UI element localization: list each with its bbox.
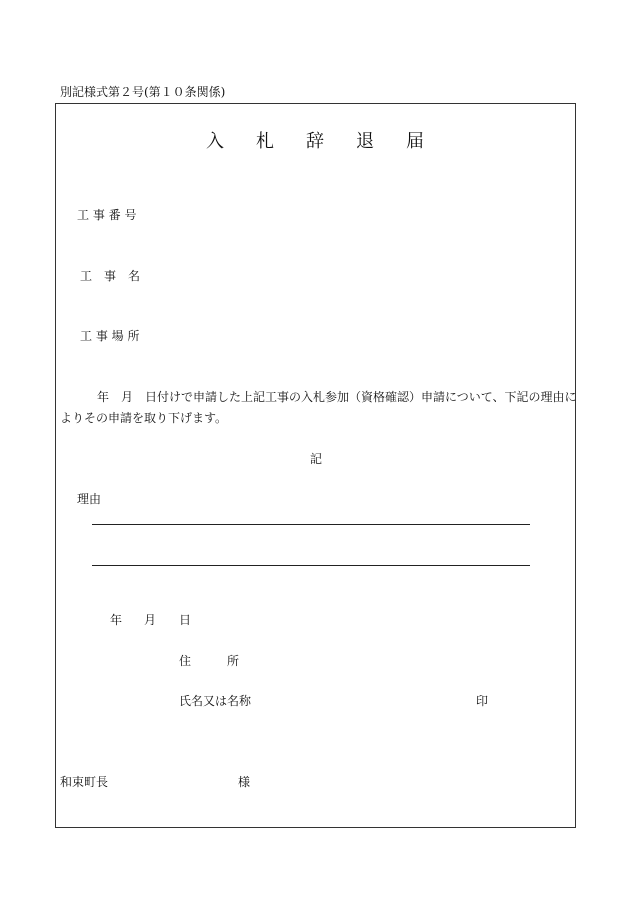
reason-label: 理由	[77, 492, 102, 506]
statement-line-1: 年 月 日付けで申請した上記工事の入札参加（資格確認）申請について、下記の理由に	[97, 390, 577, 404]
date-day-label: 日	[179, 613, 192, 627]
seal-mark: 印	[476, 694, 489, 708]
date-year-label: 年	[110, 613, 123, 627]
form-number: 別記様式第２号(第１０条関係)	[60, 85, 226, 99]
document-title: 入札辞退届	[206, 131, 456, 152]
date-month-label: 月	[144, 613, 157, 627]
reason-line-1	[92, 524, 530, 525]
name-label: 氏名又は名称	[179, 694, 252, 708]
address-label: 住 所	[179, 654, 240, 668]
ki-heading: 記	[310, 452, 323, 466]
field-label-project-location: 工 事 場 所	[80, 329, 140, 343]
reason-line-2	[92, 565, 530, 566]
addressee-honorific: 様	[238, 775, 251, 789]
statement-line-2: よりその申請を取り下げます。	[60, 411, 228, 425]
addressee-title: 和束町長	[60, 775, 109, 789]
field-label-project-number: 工 事 番 号	[77, 208, 137, 222]
field-label-project-name: 工 事 名	[80, 269, 141, 283]
